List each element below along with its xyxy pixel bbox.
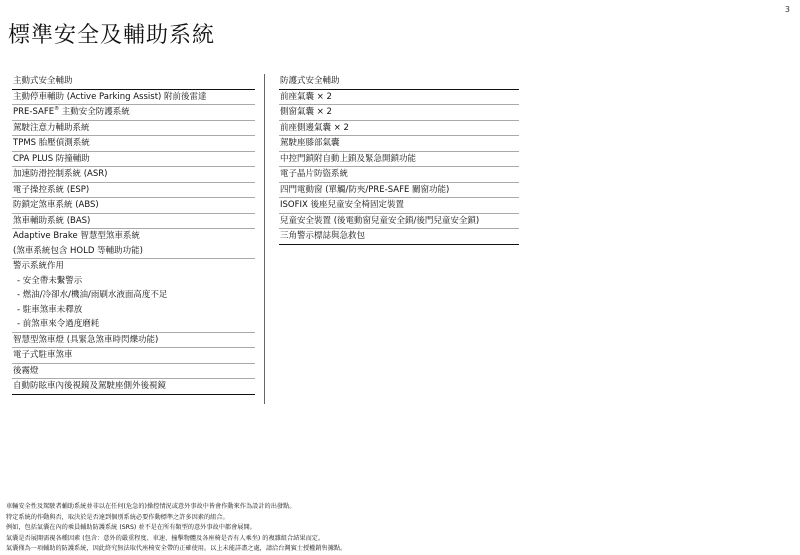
list-item: (煞車系統包含 HOLD 等輔助功能) <box>12 244 255 260</box>
list-item: 主動停車輔助 (Active Parking Assist) 附前後雷達 <box>12 90 255 106</box>
list-item: 電子操控系統 (ESP) <box>12 183 255 199</box>
list-item: 前座氣囊 × 2 <box>279 90 519 106</box>
list-item: ISOFIX 後座兒童安全椅固定裝置 <box>279 198 519 214</box>
footnote-line: 特定系統的作動與否，取決於是否達到個別系統必要作動標準之許多因素的組合。 <box>6 513 229 521</box>
page-number: 3 <box>784 5 790 14</box>
list-item: 加速防滑控制系統 (ASR) <box>12 167 255 183</box>
list-item: 中控門鎖附自動上鎖及緊急開鎖功能 <box>279 152 519 168</box>
list-item: PRE-SAFE® 主動安全防護系統 <box>12 105 255 121</box>
list-item: 駕駛座膝部氣囊 <box>279 136 519 152</box>
list-item: - 安全帶未繫警示 <box>17 275 83 286</box>
list-item: 三角警示標誌與急救包 <box>279 229 519 245</box>
footnote-line: 氣囊是否展開需視各種因素 (包含：意外的嚴重程度、車速、撞擊物體及各座椅是否有人乘坐) 的複雜組合結果而定。 <box>6 534 325 542</box>
column-divider <box>264 74 265 404</box>
list-item: - 前煞車來令過度磨耗 <box>12 317 255 333</box>
list-item: TPMS 胎壓偵測系統 <box>12 136 255 152</box>
passive-safety-header: 防護式安全輔助 <box>279 74 519 90</box>
passive-safety-list <box>279 74 519 245</box>
list-item: 智慧型煞車燈 (具緊急煞車時閃爍功能) <box>12 333 255 349</box>
list-item: 自動防眩車內後視鏡及駕駛座側外後視鏡 <box>12 379 255 395</box>
list-item: Adaptive Brake 智慧型煞車系統 <box>13 231 140 241</box>
list-item: 警示系統作用 <box>13 261 65 271</box>
list-item: - 駐車煞車未釋放 <box>17 304 83 315</box>
footnotes <box>6 502 786 555</box>
list-item: 防鎖定煞車系統 (ABS) <box>12 198 255 214</box>
active-safety-list <box>12 74 255 395</box>
list-item: 電子式駐車煞車 <box>12 348 255 364</box>
page-title: 標準安全及輔助系統 <box>8 23 216 48</box>
footnote-line: 例如，包括氣囊在內的乘員輔助防護系統 (SRS) 並不是在所有類型的意外事故中都會展開。 <box>6 524 256 531</box>
list-item: 四門電動窗 (單觸/防夾/PRE-SAFE 關窗功能) <box>279 183 519 199</box>
footnote-line: 氣囊僅為一項輔助的防護系統，因此終究無法取代座椅安全帶的正確使用。以上未能詳盡之處，請洽台灣賓士授權銷售據點。 <box>6 545 347 552</box>
list-item: 兒童安全裝置 (後電動窗兒童安全鎖/後門兒童安全鎖) <box>279 214 519 230</box>
list-item: CPA PLUS 防撞輔助 <box>12 152 255 168</box>
list-item: - 燃油/冷卻水/機油/雨刷水液面高度不足 <box>17 290 168 300</box>
list-item: 後霧燈 <box>12 364 255 380</box>
active-safety-header: 主動式安全輔助 <box>12 74 255 90</box>
list-item: 前座側邊氣囊 × 2 <box>279 121 519 137</box>
registered-mark: ® <box>54 106 60 113</box>
list-item: 煞車輔助系統 (BAS) <box>12 214 255 230</box>
list-item: 駕駛注意力輔助系統 <box>12 121 255 137</box>
list-item: 側窗氣囊 × 2 <box>279 105 519 121</box>
list-item: 電子晶片防盜系統 <box>279 167 519 183</box>
footnote-line: 車輛安全性及駕駛者輔助系統並非以在任何(危急的)操控情況或意外事故中皆會作動來作為設計的出發點。 <box>6 503 296 510</box>
